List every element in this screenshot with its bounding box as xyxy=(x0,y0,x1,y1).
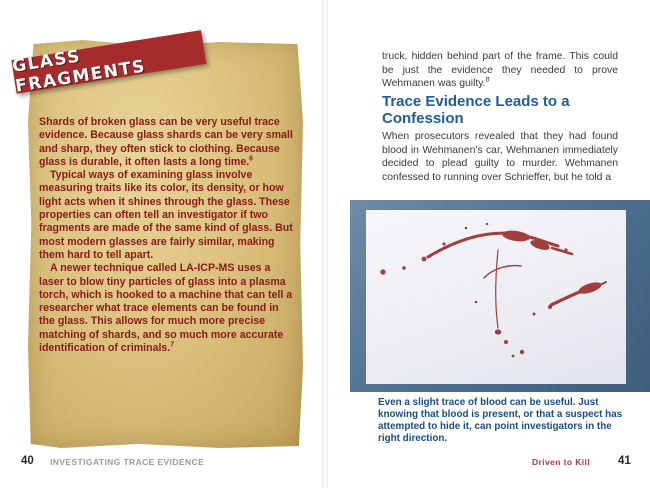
section-heading: Trace Evidence Leads to a Confession xyxy=(382,93,570,127)
sidebar-paragraph-3: A newer technique called LA-ICP-MS uses a laser to blow tiny particles of glass into a plasma torch, which is hooked to a machine that can tell a researcher what trace elements can be found in the glass. This allows for much more precise matching of shards, and so much more accurate identification of criminals.$^7$ xyxy=(39,262,293,355)
blood-spatter-drawing xyxy=(366,210,626,384)
sidebar-text xyxy=(39,116,295,355)
sidebar-paragraph-1: Shards of broken glass can be very useful trace evidence. Because glass shards can be very small and sharp, they often stick to clothing. Because glass is durable, it often lasts a long time.$^6$ xyxy=(39,116,293,168)
footnote-ref: 8 xyxy=(485,76,490,84)
sidebar-title: GLASS FRAGMENTS xyxy=(10,46,148,97)
page-gutter xyxy=(322,0,328,488)
continued-paragraph: truck, hidden behind part of the frame. This could be just the evidence they needed to prove Wehmanen was guilty.$^8$ xyxy=(382,51,618,89)
sidebar-paragraph-2: Typical ways of examining glass involve measuring traits like its color, its density, or how light acts when it shines through the glass. These properties can often tell an investigator if two fragments are made of the same kind of glass. But most modern glasses are fairly similar, making them hard to tell apart. xyxy=(39,169,293,261)
body-paragraph: When prosecutors revealed that they had found blood in Wehmanen's car, Wehmanen immediately decided to plead guilty to murder. Wehmanen confessed to running over Schrieffer, but he told a xyxy=(382,131,618,183)
photo-caption: Even a slight trace of blood can be useful. Just knowing that blood is present, or that a suspect has attempted to hide it, can point investigators in the right direction. xyxy=(378,397,623,444)
footnote-ref: 7 xyxy=(170,341,175,349)
running-head-right: Driven to Kill xyxy=(532,457,591,467)
page-number-right: 41 xyxy=(618,455,631,467)
running-head-left: INVESTIGATING TRACE EVIDENCE xyxy=(50,457,205,467)
footnote-ref: 6 xyxy=(249,155,254,163)
page-number-left: 40 xyxy=(21,455,34,467)
